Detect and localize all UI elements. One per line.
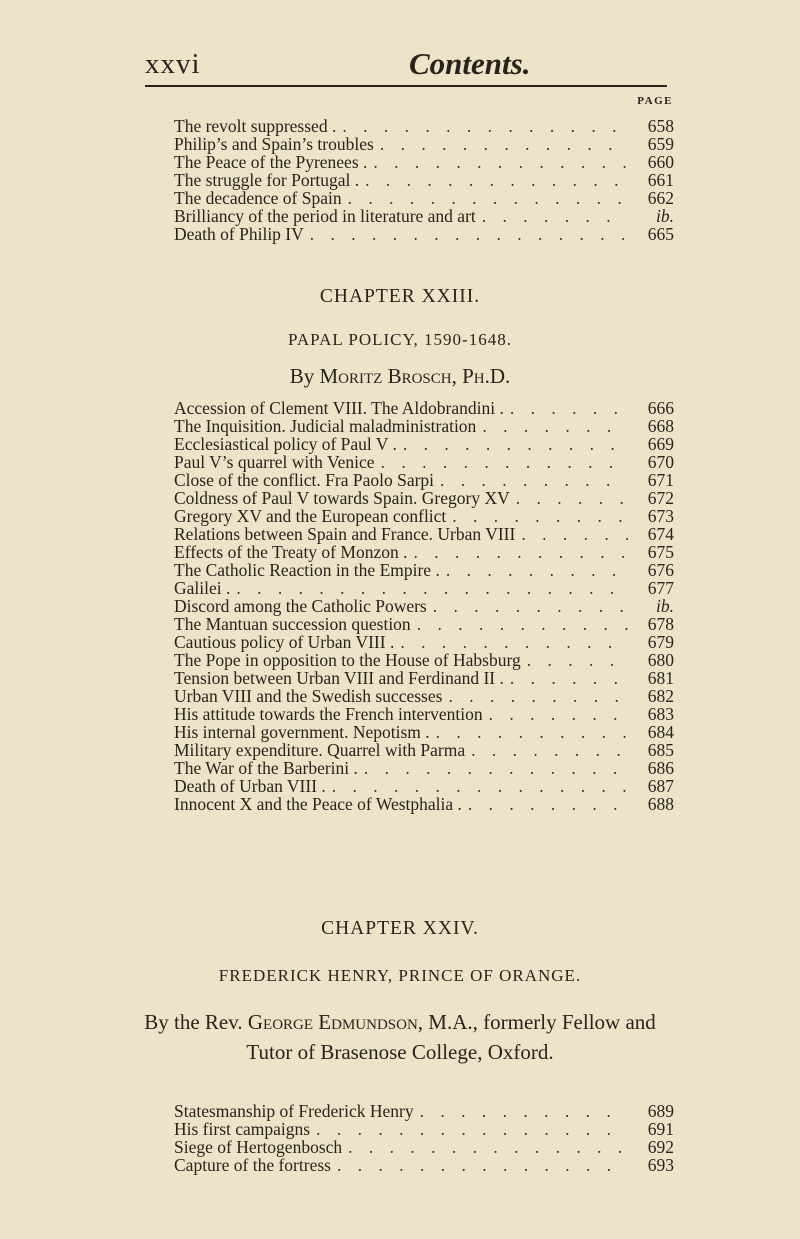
entry-title: The Pope in opposition to the House of Habsburg	[174, 650, 521, 670]
entry-title: The Mantuan succession question	[174, 614, 411, 634]
author-affiliation: Tutor of Brasenose College, Oxford.	[246, 1040, 554, 1064]
entry-page: 676	[647, 560, 674, 580]
entry-title: The Inquisition. Judicial maladministration	[174, 416, 477, 436]
entry-title: Ecclesiastical policy of Paul V .	[174, 434, 397, 454]
leader-dots	[331, 1155, 628, 1176]
entry-title: Brilliancy of the period in literature and art	[174, 206, 476, 226]
entry-title: His attitude towards the French intervention	[174, 704, 483, 724]
author-name: George Edmundson	[247, 1010, 418, 1034]
entry-page: 685	[647, 740, 674, 760]
toc-entry	[174, 206, 674, 224]
toc-entry	[174, 1119, 674, 1137]
entry-title: Military expenditure. Quarrel with Parma	[174, 740, 466, 760]
toc-entry	[174, 134, 674, 152]
entry-title: Cautious policy of Urban VIII .	[174, 632, 395, 652]
entry-page: 692	[647, 1137, 674, 1157]
entry-title: Coldness of Paul V towards Spain. Gregory XV	[174, 488, 510, 508]
toc-entry	[174, 1137, 674, 1155]
running-header	[145, 44, 665, 84]
entry-title: The revolt suppressed .	[174, 116, 337, 136]
chapter-subtitle: FREDERICK HENRY, PRINCE OF ORANGE.	[218, 966, 582, 985]
entry-page: ib.	[656, 206, 674, 226]
entry-title: Gregory XV and the European conflict	[174, 506, 447, 526]
toc-entry	[174, 776, 674, 794]
entry-page: 678	[647, 614, 674, 634]
toc-entry	[174, 740, 674, 758]
toc-entry	[174, 650, 674, 668]
entry-title: The struggle for Portugal .	[174, 170, 360, 190]
entry-page: 658	[647, 116, 674, 136]
toc-entry	[174, 704, 674, 722]
entry-title: The War of the Barberini .	[174, 758, 358, 778]
entry-title: Effects of the Treaty of Monzon .	[174, 542, 408, 562]
author-prefix: By	[289, 364, 315, 388]
toc-entry	[174, 488, 674, 506]
entry-title: The Catholic Reaction in the Empire .	[174, 560, 440, 580]
entry-title: Capture of the fortress	[174, 1155, 331, 1175]
toc-entry	[174, 116, 674, 134]
chapter-subtitle: PAPAL POLICY, 1590-1648.	[288, 330, 512, 349]
chapter-heading: CHAPTER XXIII.	[319, 286, 481, 307]
entry-title: Galilei .	[174, 578, 231, 598]
toc-entry	[174, 614, 674, 632]
toc-entry	[174, 152, 674, 170]
page-number: xxvi	[145, 48, 201, 80]
entry-title: Close of the conflict. Fra Paolo Sarpi	[174, 470, 435, 490]
entry-title: Siege of Hertogenbosch	[174, 1137, 343, 1157]
header-rule	[145, 85, 667, 87]
toc-entry	[174, 560, 674, 578]
toc-entry	[174, 224, 674, 242]
entry-title: The decadence of Spain	[174, 188, 342, 208]
entry-page: 693	[647, 1155, 674, 1175]
entry-title: Tension between Urban VIII and Ferdinand II .	[174, 668, 504, 688]
entry-page: 679	[647, 632, 674, 652]
toc-entry	[174, 1155, 674, 1173]
entry-title: The Peace of the Pyrenees .	[174, 152, 368, 172]
entry-page: 672	[647, 488, 674, 508]
toc-entry	[174, 794, 674, 812]
toc-entry	[174, 452, 674, 470]
toc-entry	[174, 632, 674, 650]
entry-page: 683	[647, 704, 674, 724]
entry-title: Discord among the Catholic Powers	[174, 596, 427, 616]
toc-entry	[174, 686, 674, 704]
entry-page: 666	[647, 398, 674, 418]
toc-entry	[174, 434, 674, 452]
entry-page: 662	[647, 188, 674, 208]
entry-page: 670	[647, 452, 674, 472]
entry-page: 681	[647, 668, 674, 688]
toc-entry	[174, 188, 674, 206]
entry-page: 669	[647, 434, 674, 454]
entry-page: 686	[647, 758, 674, 778]
chapter-heading: CHAPTER XXIV.	[321, 918, 479, 939]
toc-entry	[174, 542, 674, 560]
chapter-author	[0, 364, 800, 389]
toc-entry	[174, 722, 674, 740]
entry-title: Relations between Spain and France. Urban VIII	[174, 524, 516, 544]
entry-title: Death of Philip IV	[174, 224, 304, 244]
entry-title: Innocent X and the Peace of Westphalia .	[174, 794, 462, 814]
chapter-author	[0, 1010, 800, 1035]
leader-dots	[304, 224, 628, 245]
entry-title: His internal government. Nepotism .	[174, 722, 430, 742]
entry-title: Death of Urban VIII .	[174, 776, 326, 796]
entry-page: 688	[647, 794, 674, 814]
entry-title: Paul V’s quarrel with Venice	[174, 452, 375, 472]
author-credentials: , M.A., formerly Fellow and	[417, 1010, 656, 1034]
toc-entry	[174, 470, 674, 488]
page-column-label: PAGE	[637, 95, 673, 107]
toc-list-previous-chapter	[174, 116, 674, 242]
entry-page: 689	[647, 1101, 674, 1121]
leader-dots	[462, 794, 628, 815]
entry-page: 660	[647, 152, 674, 172]
entry-page: 684	[647, 722, 674, 742]
toc-list-chapter-23	[174, 398, 674, 812]
toc-entry	[174, 170, 674, 188]
toc-entry	[174, 398, 674, 416]
entry-title: His first campaigns	[174, 1119, 311, 1139]
entry-page: 677	[647, 578, 674, 598]
author-name: Moritz Brosch, Ph.D.	[319, 364, 511, 388]
entry-page: 665	[647, 224, 674, 244]
toc-entry	[174, 416, 674, 434]
entry-page: 671	[647, 470, 674, 490]
toc-entry	[174, 1101, 674, 1119]
toc-entry	[174, 578, 674, 596]
entry-title: Statesmanship of Frederick Henry	[174, 1101, 414, 1121]
toc-entry	[174, 524, 674, 542]
entry-page: 673	[647, 506, 674, 526]
entry-title: Philip’s and Spain’s troubles	[174, 134, 374, 154]
toc-entry	[174, 596, 674, 614]
entry-page: 691	[647, 1119, 674, 1139]
entry-title: Urban VIII and the Swedish successes	[174, 686, 443, 706]
toc-list-chapter-24	[174, 1101, 674, 1173]
entry-page: 680	[647, 650, 674, 670]
entry-page: 661	[647, 170, 674, 190]
entry-page: 668	[647, 416, 674, 436]
author-prefix: By the Rev.	[144, 1010, 243, 1034]
entry-page: ib.	[656, 596, 674, 616]
entry-page: 675	[647, 542, 674, 562]
running-title: Contents.	[409, 46, 531, 81]
toc-entry	[174, 506, 674, 524]
entry-page: 687	[647, 776, 674, 796]
entry-page: 659	[647, 134, 674, 154]
entry-page: 674	[647, 524, 674, 544]
toc-entry	[174, 668, 674, 686]
entry-title: Accession of Clement VIII. The Aldobrandini .	[174, 398, 504, 418]
entry-page: 682	[647, 686, 674, 706]
toc-entry	[174, 758, 674, 776]
